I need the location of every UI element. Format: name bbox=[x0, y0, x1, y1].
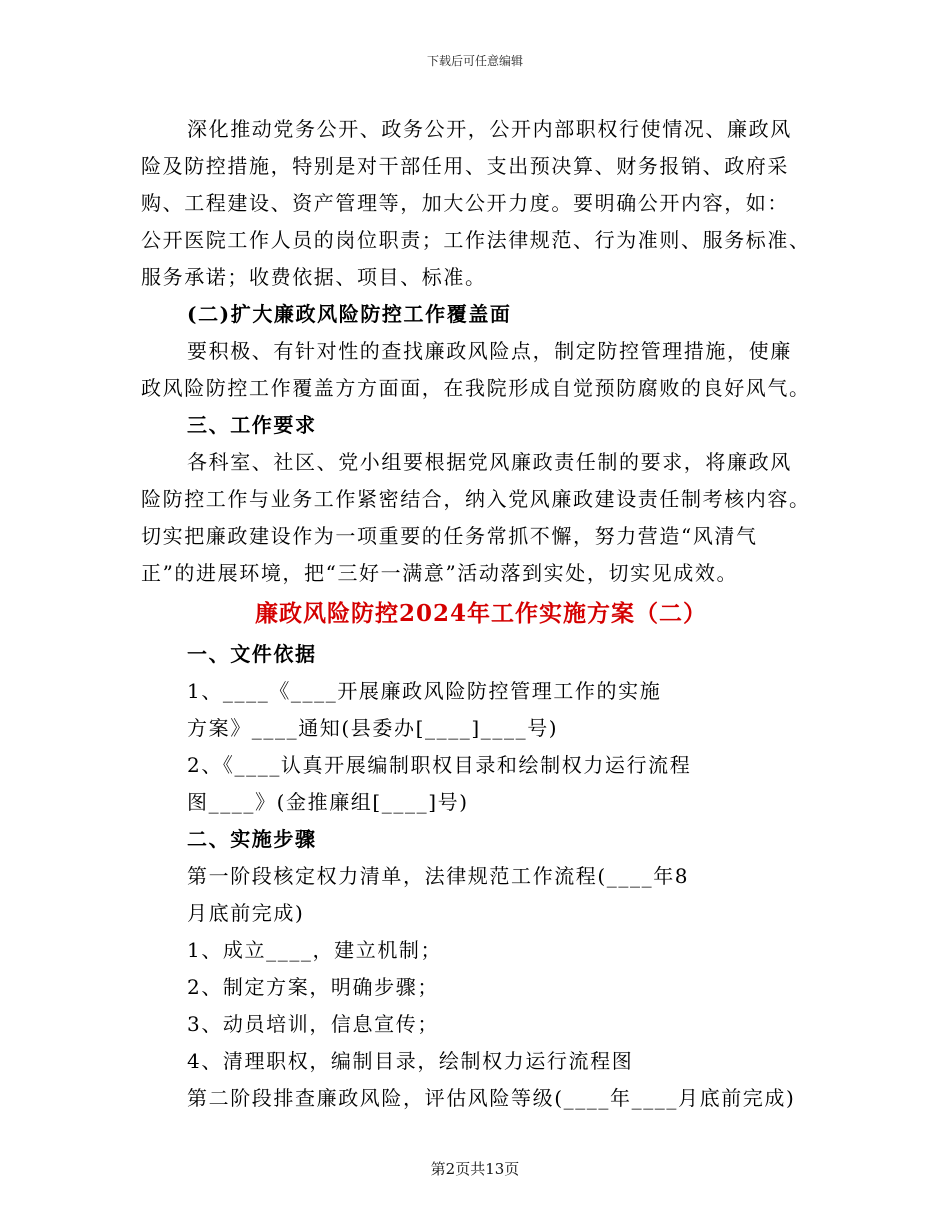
paragraph-line: 第二阶段排查廉政风险，评估风险等级(____年____月底前完成) bbox=[187, 1086, 796, 1110]
paragraph-line: 购、工程建设、资产管理等，加大公开力度。要明确公开内容，如： bbox=[141, 191, 789, 215]
paragraph-line: 险及防控措施，特别是对干部任用、支出预决算、财务报销、政府采 bbox=[141, 154, 789, 178]
paragraph-line: 图____》(金推廉组[____]号) bbox=[187, 790, 469, 814]
list-item: 4、清理职权，编制目录，绘制权力运行流程图 bbox=[187, 1049, 634, 1073]
paragraph-line: 正”的进展环境，把“三好一满意”活动落到实处，切实见成效。 bbox=[141, 561, 739, 585]
paragraph-line: 要积极、有针对性的查找廉政风险点，制定防控管理措施，使廉 bbox=[187, 339, 792, 363]
paragraph-line: 险防控工作与业务工作紧密结合，纳入党风廉政建设责任制考核内容。 bbox=[141, 487, 811, 511]
section-heading: 一、文件依据 bbox=[187, 642, 317, 666]
section-heading: 二、实施步骤 bbox=[187, 827, 317, 851]
paragraph-line: 深化推动党务公开、政务公开，公开内部职权行使情况、廉政风 bbox=[187, 117, 792, 141]
paragraph-line: 各科室、社区、党小组要根据党风廉政责任制的要求，将廉政风 bbox=[187, 450, 792, 474]
document-title: 廉政风险防控2024年工作实施方案（二） bbox=[254, 600, 707, 627]
page-header: 下载后可任意编辑 bbox=[426, 54, 523, 68]
paragraph-line: 政风险防控工作覆盖方方面面，在我院形成自觉预防腐败的良好风气。 bbox=[141, 376, 811, 400]
list-item: 1、成立____，建立机制； bbox=[187, 938, 443, 962]
paragraph-line: 公开医院工作人员的岗位职责；工作法律规范、行为准则、服务标准、 bbox=[141, 228, 811, 252]
paragraph-line: 服务承诺；收费依据、项目、标准。 bbox=[141, 265, 487, 289]
section-heading: (二)扩大廉政风险防控工作覆盖面 bbox=[187, 302, 512, 326]
paragraph-line: 切实把廉政建设作为一项重要的任务常抓不懈，努力营造“风清气 bbox=[141, 524, 758, 548]
page-footer: 第2页共13页 bbox=[430, 1160, 520, 1178]
document-body bbox=[141, 111, 821, 1117]
paragraph-line: 2、《____认真开展编制职权目录和绘制权力运行流程 bbox=[187, 753, 692, 777]
paragraph-line: 月底前完成) bbox=[187, 901, 305, 925]
list-item: 2、制定方案，明确步骤； bbox=[187, 975, 439, 999]
paragraph-line: 1、____《____开展廉政风险防控管理工作的实施 bbox=[187, 679, 662, 703]
list-item: 3、动员培训，信息宣传； bbox=[187, 1012, 439, 1036]
paragraph-line: 方案》____通知(县委办[____]____号) bbox=[187, 716, 559, 740]
paragraph-line: 第一阶段核定权力清单，法律规范工作流程(____年8 bbox=[187, 864, 690, 888]
section-heading: 三、工作要求 bbox=[187, 413, 317, 437]
